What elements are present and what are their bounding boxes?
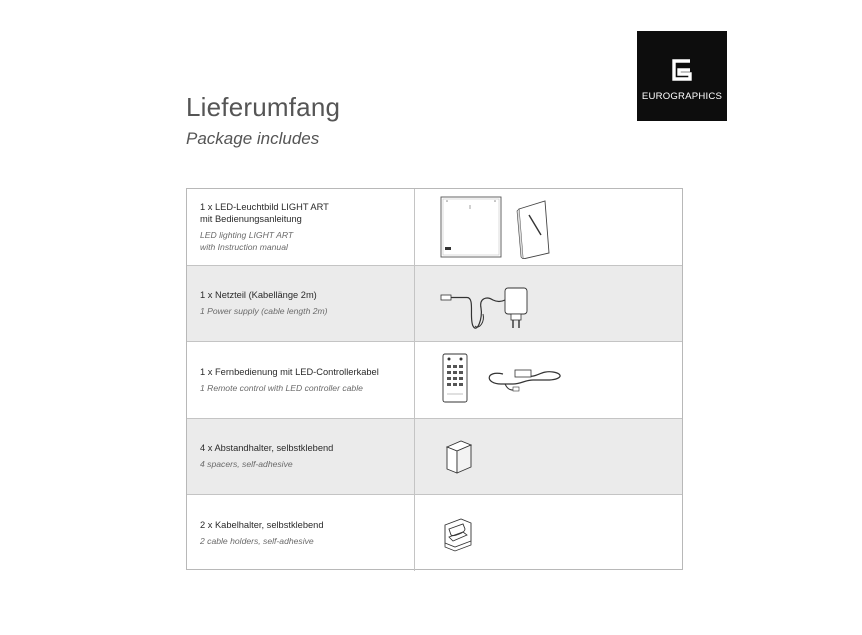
power-supply-icon <box>439 278 539 334</box>
table-row <box>187 419 682 495</box>
item-label-en: LED lighting LIGHT ART with Instruction manual <box>200 230 294 252</box>
brand-name: EUROGRAPHICS <box>641 91 723 102</box>
page-subtitle: Package includes <box>186 129 320 148</box>
item-label-de: 1 x Fernbedienung mit LED-Controllerkabel <box>200 366 379 377</box>
e-mark-icon <box>670 57 694 83</box>
item-description <box>187 342 415 418</box>
item-description <box>187 266 415 341</box>
table-row <box>187 342 682 419</box>
remote-control-icon <box>441 350 591 410</box>
item-label-en: 4 spacers, self-adhesive <box>200 459 293 470</box>
item-illustration <box>415 419 682 494</box>
item-label-de: 1 x Netzteil (Kabellänge 2m) <box>200 290 317 301</box>
cable-holder-icon <box>441 515 477 555</box>
item-description <box>187 419 415 494</box>
item-illustration <box>415 266 682 341</box>
item-label-de: 4 x Abstandhalter, selbstklebend <box>200 443 334 454</box>
item-illustration <box>415 495 682 571</box>
light-panel-and-manual-icon <box>437 195 567 259</box>
item-label-en: 1 Remote control with LED controller cable <box>200 382 363 393</box>
item-description <box>187 189 415 265</box>
package-contents-table <box>186 188 683 570</box>
spacer-icon <box>443 437 475 477</box>
item-label-de: 2 x Kabelhalter, selbstklebend <box>200 519 324 530</box>
table-row <box>187 189 682 266</box>
table-row <box>187 266 682 342</box>
item-label-en: 2 cable holders, self-adhesive <box>200 535 314 546</box>
item-illustration <box>415 342 682 418</box>
item-illustration <box>415 189 682 265</box>
item-label-en: 1 Power supply (cable length 2m) <box>200 306 328 317</box>
item-label-de: 1 x LED-Leuchtbild LIGHT ART mit Bedienungsanleitung <box>200 202 329 224</box>
table-row <box>187 495 682 571</box>
item-description <box>187 495 415 571</box>
brand-logo <box>637 31 727 121</box>
page-title: Lieferumfang <box>186 92 341 122</box>
